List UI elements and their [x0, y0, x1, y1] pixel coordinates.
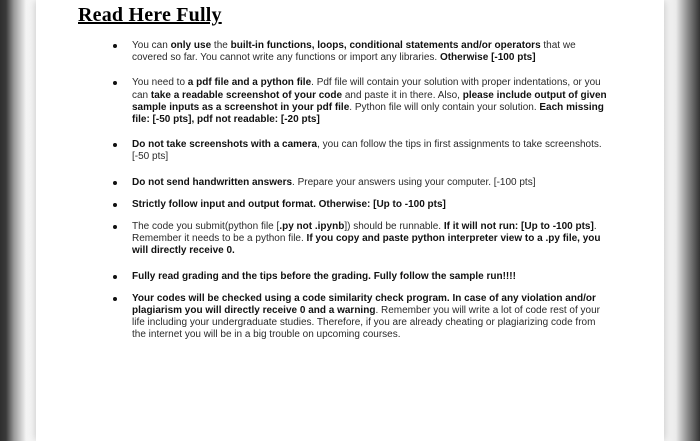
text-segment: You need to: [132, 77, 188, 89]
rule-item-5: [113, 199, 609, 211]
rule-item-7: [113, 271, 609, 283]
bullet-icon: [113, 143, 117, 147]
bold-text: only use: [170, 40, 212, 51]
bold-text: Fully read grading and the tips before the grading. Fully follow the sample run!!!!: [132, 270, 516, 282]
bullet-icon: [113, 181, 117, 185]
rule-item-6: [113, 221, 609, 258]
rule-item-4: [113, 177, 609, 189]
page-title: Read Here Fully: [78, 4, 222, 26]
text-segment: The code you submit(python file [: [132, 221, 280, 233]
bold-text: take a readable screenshot of your code: [150, 89, 343, 101]
bold-text: Your codes will be checked using a code similarity check program. In case of any violation and/or plagiarism you will directly receive 0 and a warning: [132, 292, 596, 317]
text-segment: . Pdf file will contain your solution with proper indentations, or you can: [132, 77, 601, 101]
rule-item-3: [113, 139, 609, 163]
rule-item-2: [113, 77, 609, 126]
text-segment: and paste it in there. Also,: [342, 89, 463, 101]
bullet-icon: [113, 275, 117, 279]
text-segment: You can: [132, 40, 171, 51]
bold-text: Strictly follow input and output format. Otherwise: [Up to -100 pts]: [132, 198, 446, 210]
bullet-icon: [113, 81, 117, 85]
text-segment: the: [211, 40, 231, 51]
rule-item-1: [113, 40, 609, 64]
text-segment: . Remember you will write a lot of code rest of your life including your undergraduate studies. Therefore, if you are already cheating or plagiarizing code from the internet you will be in a big trouble on upcoming courses.: [132, 305, 600, 341]
text-segment: ]) should be runnable.: [344, 221, 444, 233]
bold-text: If it will not run: [Up to -100 pts]: [443, 221, 594, 233]
text-segment: . Python file will only contain your solution.: [349, 101, 540, 113]
bold-text: Do not send handwritten answers: [132, 176, 293, 188]
bullet-icon: [113, 203, 117, 207]
text-segment: , you can follow the tips in first assignments to take screenshots. [-50 pts]: [132, 139, 602, 163]
bold-text: Each missing file: [-50 pts], pdf not readable: [-20 pts]: [132, 101, 604, 126]
bullet-icon: [113, 297, 117, 301]
bullet-icon: [113, 225, 117, 229]
text-segment: that we covered so far. You cannot write any functions or import any libraries.: [132, 40, 576, 64]
bold-text: Do not take screenshots with a camera: [132, 139, 318, 151]
bold-text: .py not .ipynb: [279, 221, 345, 233]
rule-item-8: [113, 293, 609, 342]
bold-text: a pdf file and a python file: [187, 77, 312, 89]
text-segment: . Prepare your answers using your computer. [-100 pts]: [292, 176, 536, 188]
bold-text: If you copy and paste python interpreter view to a .py file, you will directly receive 0.: [132, 233, 601, 257]
text-segment: . Remember it needs to be a python file.: [132, 221, 597, 245]
bold-text: Otherwise [-100 pts]: [439, 52, 536, 64]
rules-list: [113, 40, 609, 355]
bullet-icon: [113, 44, 117, 48]
bold-text: please include output of given sample inputs as a screenshot in your pdf file: [132, 89, 607, 113]
bold-text: built-in functions, loops, conditional statements and/or operators: [230, 40, 541, 51]
